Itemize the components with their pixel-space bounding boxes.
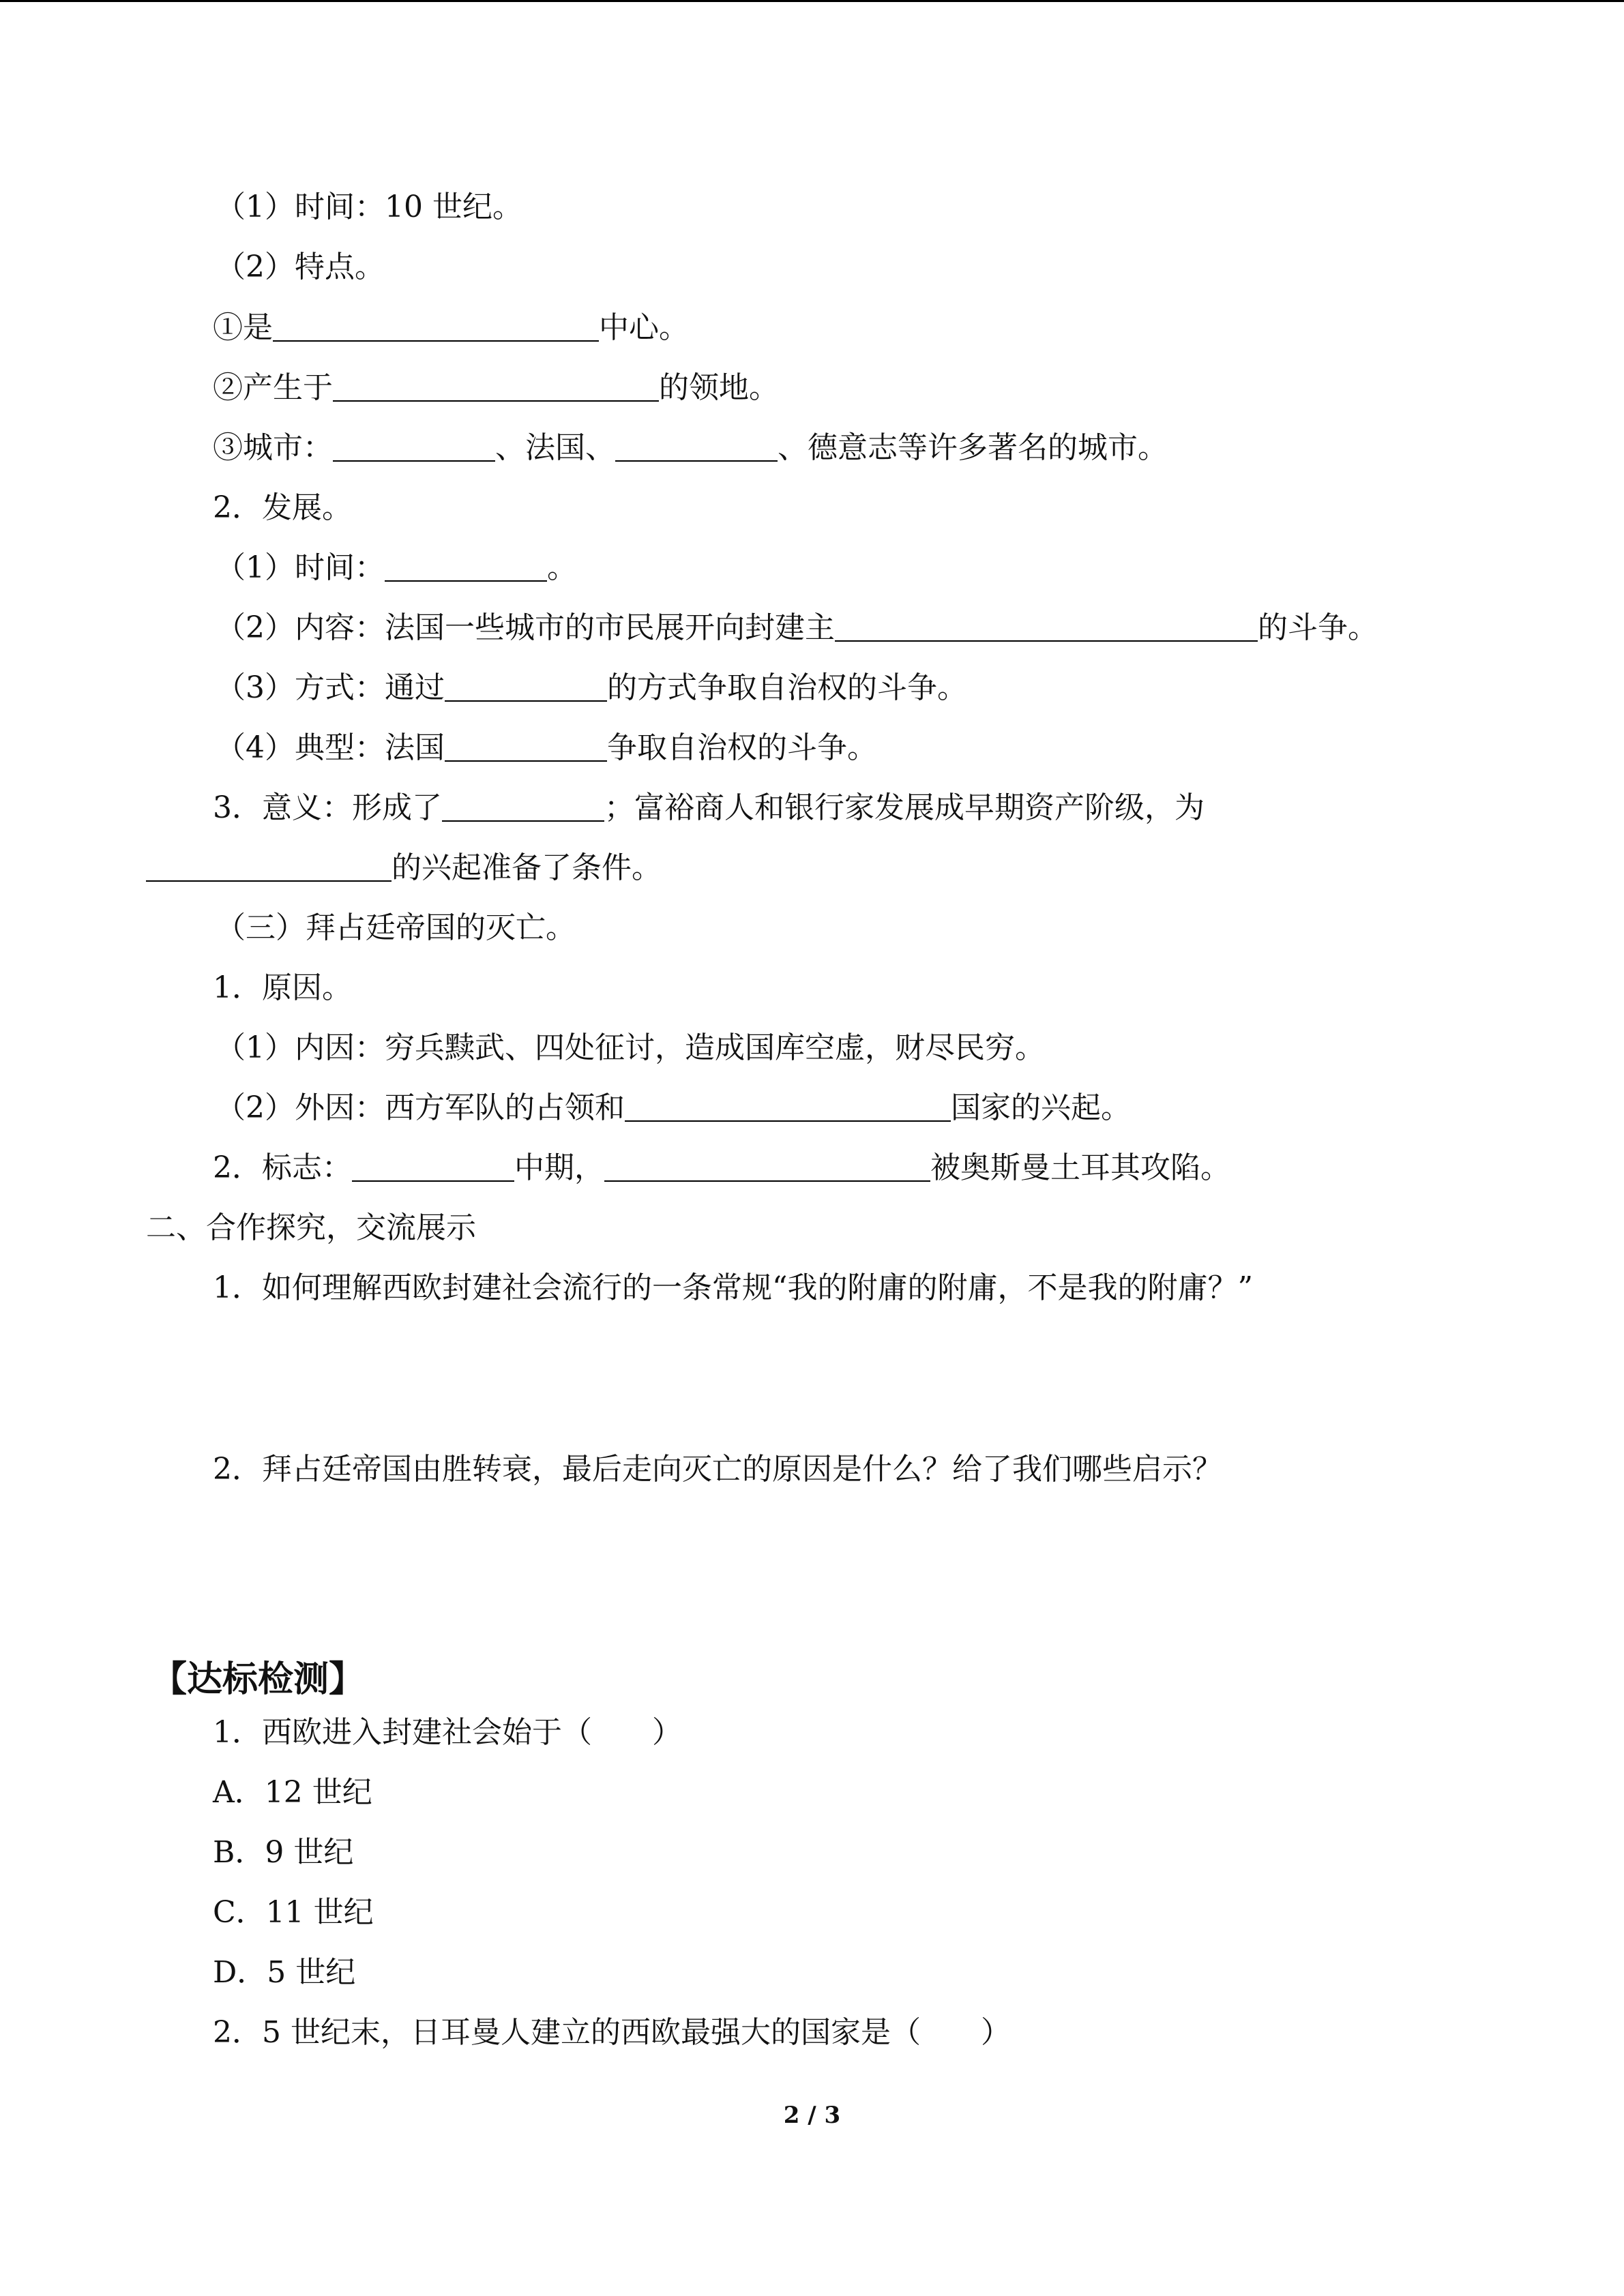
line-text: 的领地。 — [659, 370, 779, 405]
line-text: 被奥斯曼土耳其攻陷。 — [930, 1150, 1230, 1185]
text-line — [216, 187, 522, 228]
fill-blank[interactable] — [352, 1180, 514, 1182]
line-text: （2）外因：西方军队的占领和 — [216, 1090, 625, 1125]
line-text: C．11 世纪 — [213, 1895, 374, 1930]
line-text: （2）内容：法国一些城市的市民展开向封建主 — [216, 610, 835, 645]
fill-blank[interactable] — [615, 460, 778, 462]
line-text: （3）方式：通过 — [216, 670, 445, 705]
text-line — [213, 1268, 1253, 1309]
fill-blank[interactable] — [146, 880, 392, 882]
text-line — [213, 1712, 682, 1753]
line-text: B．9 世纪 — [213, 1835, 354, 1870]
text-line — [213, 488, 352, 528]
text-line — [216, 728, 877, 769]
fill-blank[interactable] — [445, 760, 607, 762]
line-text: 的方式争取自治权的斗争。 — [607, 670, 967, 705]
line-text: 。 — [547, 550, 577, 585]
line-text: 中期， — [514, 1150, 604, 1185]
line-text: ；富裕商人和银行家发展成早期资产阶级，为 — [604, 790, 1205, 825]
text-line — [213, 1148, 1230, 1189]
line-text: 国家的兴起。 — [951, 1090, 1131, 1125]
text-line — [213, 788, 1205, 829]
text-line — [216, 247, 385, 288]
line-text: 1．如何理解西欧封建社会流行的一条常规“我的附庸的附庸，不是我的附庸？” — [213, 1270, 1253, 1305]
text-line — [216, 1088, 1131, 1129]
text-line — [216, 668, 967, 709]
line-text: 中心。 — [599, 310, 689, 345]
line-text: （1）内因：穷兵黩武、四处征讨，造成国库空虚，财尽民穷。 — [216, 1030, 1045, 1065]
fill-blank[interactable] — [442, 820, 604, 822]
text-line — [216, 608, 1378, 648]
fill-blank[interactable] — [604, 1180, 930, 1182]
page-number: 2 / 3 — [783, 2102, 841, 2129]
line-text: 、法国、 — [495, 430, 615, 465]
text-line — [213, 1832, 353, 1873]
fill-blank[interactable] — [385, 580, 547, 582]
line-text: （1）时间：10 世纪。 — [216, 190, 522, 224]
section-heading: 【达标检测】 — [151, 1659, 365, 1700]
line-text: （2）特点。 — [216, 250, 385, 284]
line-text: 3．意义：形成了 — [213, 790, 442, 825]
text-line — [213, 1449, 1222, 1490]
text-line — [213, 1952, 355, 1993]
text-line — [213, 428, 1168, 468]
line-text: 、德意志等许多著名的城市。 — [778, 430, 1168, 465]
fill-blank[interactable] — [333, 460, 495, 462]
text-line — [213, 368, 779, 408]
line-text: （4）典型：法国 — [216, 730, 445, 765]
line-text: 1．西欧进入封建社会始于（ ） — [213, 1715, 682, 1750]
text-line — [213, 1892, 374, 1933]
fill-blank[interactable] — [333, 400, 659, 402]
line-text: （1）时间： — [216, 550, 385, 585]
fill-blank[interactable] — [835, 640, 1258, 642]
line-text: ②产生于 — [213, 370, 333, 405]
fill-blank[interactable] — [625, 1120, 951, 1122]
fill-blank[interactable] — [273, 340, 599, 342]
line-text: 2．发展。 — [213, 490, 352, 525]
line-text: ③城市： — [213, 430, 333, 465]
top-border — [0, 0, 1624, 2]
line-text: D．5 世纪 — [213, 1955, 356, 1990]
line-text: 争取自治权的斗争。 — [607, 730, 877, 765]
text-line — [216, 1028, 1045, 1069]
text-line — [213, 308, 689, 348]
text-line — [213, 1772, 372, 1813]
line-text: A．12 世纪 — [213, 1775, 372, 1810]
text-line — [146, 848, 662, 889]
text-line — [146, 1208, 476, 1249]
line-text: 2．5 世纪末，日耳曼人建立的西欧最强大的国家是（ ） — [213, 2015, 1011, 2050]
line-text: 二、合作探究，交流展示 — [146, 1210, 476, 1245]
line-text: 的斗争。 — [1258, 610, 1378, 645]
line-text: 2．拜占廷帝国由胜转衰，最后走向灭亡的原因是什么？给了我们哪些启示？ — [213, 1452, 1222, 1487]
text-line — [216, 548, 577, 588]
line-text: 1．原因。 — [213, 970, 352, 1005]
line-text: ①是 — [213, 310, 273, 345]
fill-blank[interactable] — [445, 700, 607, 702]
line-text: 2．标志： — [213, 1150, 352, 1185]
text-line — [216, 908, 576, 949]
text-line — [213, 2012, 1011, 2053]
line-text: （三）拜占廷帝国的灭亡。 — [216, 910, 576, 945]
text-line — [213, 968, 352, 1009]
line-text: 的兴起准备了条件。 — [392, 850, 662, 885]
